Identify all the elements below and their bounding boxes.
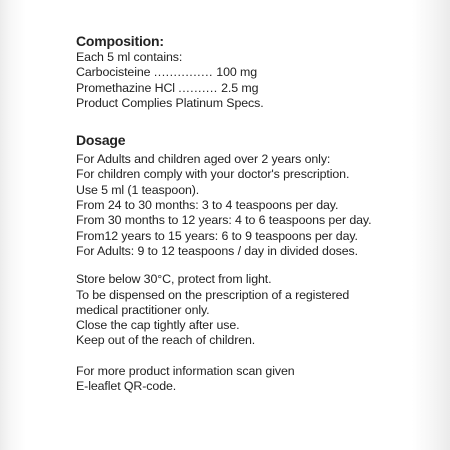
more-info-line: E-leaflet QR-code.: [76, 379, 177, 394]
composition-intro: Each 5 ml contains:: [76, 50, 183, 64]
ingredient-amount: 100 mg: [216, 65, 258, 80]
dosage-line: From 30 months to 12 years: 4 to 6 teaspoons per day.: [76, 213, 372, 228]
more-info-line: For more product information scan given: [76, 363, 295, 378]
ingredient-name: Carbocisteine: [76, 65, 151, 80]
storage-line: medical practitioner only.: [76, 302, 210, 317]
storage-line: Keep out of the reach of children.: [76, 333, 256, 348]
ingredient-name: Promethazine HCl: [76, 80, 175, 95]
dosage-line: Use 5 ml (1 teaspoon).: [76, 182, 200, 197]
label-text-block: [76, 33, 426, 394]
composition-note: Product Complies Platinum Specs.: [76, 95, 264, 110]
dosage-line: From 24 to 30 months: 3 to 4 teaspoons per day.: [76, 198, 339, 213]
ingredient-promethazine: [76, 81, 426, 96]
leader-dots: ...............: [153, 65, 213, 80]
dosage-line: For children comply with your doctor's prescription.: [76, 167, 350, 182]
storage-line: Store below 30°C, protect from light.: [76, 272, 272, 287]
dosage-line: For Adults and children aged over 2 years only:: [76, 152, 331, 167]
dosage-line: From12 years to 15 years: 6 to 9 teaspoons per day.: [76, 228, 358, 243]
section-spacer: [76, 349, 426, 364]
dosage-line: For Adults: 9 to 12 teaspoons / day in divided doses.: [76, 243, 358, 258]
storage-line: To be dispensed on the prescription of a registered: [76, 287, 350, 302]
ingredient-carbocisteine: [76, 65, 426, 80]
section-spacer: [76, 111, 426, 132]
composition-heading: Composition:: [76, 33, 164, 49]
storage-line: Close the cap tightly after use.: [76, 318, 240, 333]
dosage-heading: Dosage: [76, 132, 126, 149]
section-spacer: [76, 259, 426, 272]
ingredient-amount: 2.5 mg: [221, 80, 259, 95]
leader-dots: ..........: [178, 80, 218, 95]
